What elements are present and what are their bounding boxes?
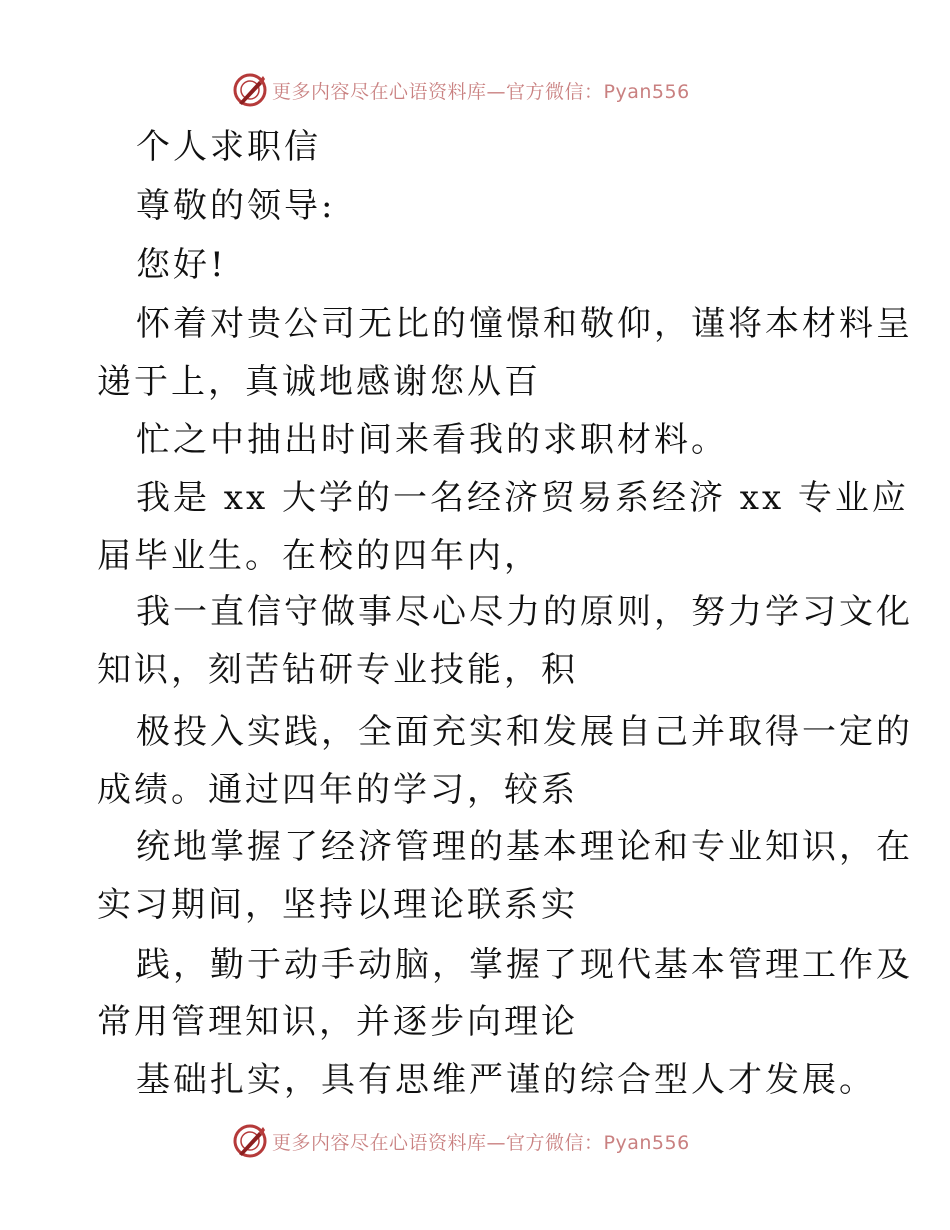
body-line: 基础扎实，具有思维严谨的综合型人才发展。 — [136, 1060, 876, 1100]
header-watermark-text: 更多内容尽在心语资料库—官方微信：Pyan556 — [272, 80, 690, 103]
body-line: 怀着对贵公司无比的憧憬和敬仰，谨将本材料呈 — [136, 304, 913, 344]
letter-greeting: 您好! — [136, 245, 227, 285]
footer-watermark — [232, 1123, 690, 1159]
body-line: 成绩。通过四年的学习，较系 — [97, 770, 578, 810]
body-line: 常用管理知识，并逐步向理论 — [97, 1002, 578, 1042]
body-line: 届毕业生。在校的四年内， — [97, 536, 541, 576]
letter-salutation: 尊敬的领导: — [136, 186, 336, 226]
header-watermark — [232, 72, 690, 108]
body-line: 我一直信守做事尽心尽力的原则，努力学习文化 — [136, 592, 913, 632]
body-line: 极投入实践，全面充实和发展自己并取得一定的 — [136, 712, 913, 752]
body-line: 递于上，真诚地感谢您从百 — [97, 362, 541, 402]
body-line: 知识，刻苦钻研专业技能，积 — [97, 650, 578, 690]
body-line: 我是 xx 大学的一名经济贸易系经济 xx 专业应 — [136, 478, 909, 518]
quill-circle-icon — [232, 72, 268, 108]
body-line: 实习期间，坚持以理论联系实 — [97, 885, 578, 925]
body-line: 践，勤于动手动脑，掌握了现代基本管理工作及 — [136, 945, 913, 985]
footer-watermark-text: 更多内容尽在心语资料库—官方微信：Pyan556 — [272, 1131, 690, 1154]
quill-circle-icon — [232, 1123, 268, 1159]
letter-title: 个人求职信 — [136, 127, 321, 167]
body-line: 统地掌握了经济管理的基本理论和专业知识，在 — [136, 827, 913, 867]
body-line: 忙之中抽出时间来看我的求职材料。 — [136, 420, 728, 460]
